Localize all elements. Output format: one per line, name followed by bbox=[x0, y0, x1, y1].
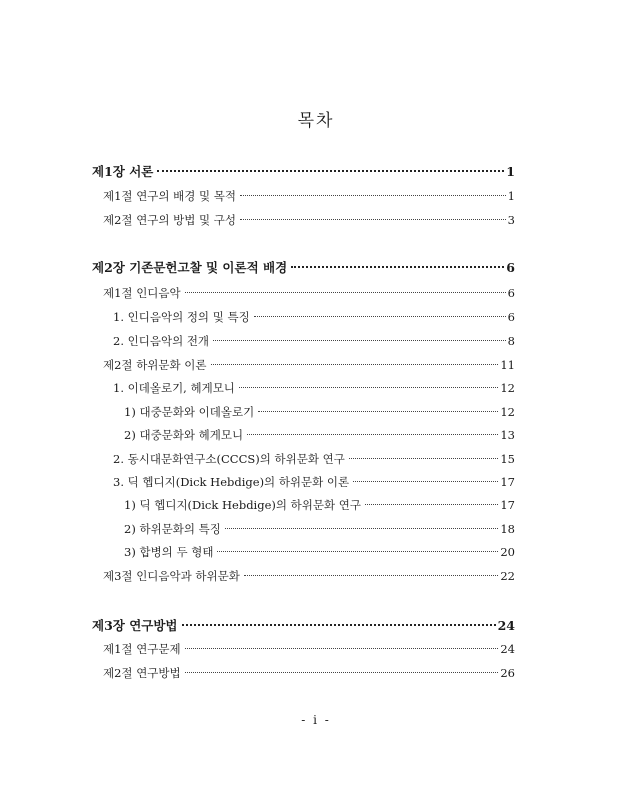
toc-entry-page: 15 bbox=[500, 452, 515, 466]
toc-leader-dots bbox=[182, 624, 496, 626]
toc-leader-dots bbox=[211, 364, 499, 365]
toc-entry-label: 제2장 기존문헌고찰 및 이론적 배경 bbox=[92, 260, 288, 275]
toc-leader-dots bbox=[185, 292, 506, 293]
toc-entry bbox=[124, 426, 515, 444]
toc-entry-label: 제1절 인디음악 bbox=[103, 286, 181, 300]
toc-entry bbox=[103, 187, 515, 205]
toc-leader-dots bbox=[157, 170, 504, 172]
toc-leader-dots bbox=[185, 648, 499, 649]
toc-entry bbox=[103, 664, 515, 682]
toc-entry-label: 1) 대중문화와 이데올로기 bbox=[124, 405, 255, 419]
toc-entry bbox=[113, 450, 515, 468]
toc-entry-label: 2. 인디음악의 전개 bbox=[113, 334, 210, 348]
toc-entry bbox=[103, 356, 515, 374]
toc-leader-dots bbox=[225, 528, 498, 529]
toc-entry-page: 3 bbox=[507, 213, 515, 227]
toc-entry-label: 제2절 연구방법 bbox=[103, 666, 181, 680]
toc-leader-dots bbox=[213, 340, 506, 341]
toc-entry-page: 6 bbox=[507, 310, 515, 324]
toc-entry bbox=[92, 259, 515, 277]
toc-entry-label: 제3장 연구방법 bbox=[92, 618, 178, 633]
toc-entry-page: 11 bbox=[500, 358, 515, 372]
toc-entry bbox=[113, 473, 515, 491]
toc-entry-page: 24 bbox=[500, 642, 515, 656]
toc-entry bbox=[124, 520, 515, 538]
toc-entry bbox=[124, 403, 515, 421]
toc-leader-dots bbox=[254, 316, 506, 317]
toc-entry-label: 제1장 서론 bbox=[92, 164, 154, 179]
toc-entry-page: 1 bbox=[506, 164, 515, 179]
toc-entry bbox=[92, 163, 515, 181]
toc-entry-page: 12 bbox=[500, 381, 515, 395]
toc-leader-dots bbox=[240, 195, 506, 196]
toc-entry bbox=[113, 379, 515, 397]
toc-leader-dots bbox=[365, 504, 498, 505]
toc-leader-dots bbox=[291, 266, 504, 268]
toc-entry-label: 제2절 하위문화 이론 bbox=[103, 358, 207, 372]
toc-entry-page: 17 bbox=[500, 475, 515, 489]
toc-entry-label: 1. 이데올로기, 헤게모니 bbox=[113, 381, 235, 395]
toc-entry-label: 2) 대중문화와 헤게모니 bbox=[124, 428, 244, 442]
toc-entry-label: 1. 인디음악의 정의 및 특징 bbox=[113, 310, 250, 324]
toc-entry-page: 18 bbox=[500, 522, 515, 536]
toc-entry-page: 24 bbox=[497, 618, 515, 633]
toc-entry bbox=[113, 332, 515, 350]
toc-entry-label: 제1절 연구문제 bbox=[103, 642, 181, 656]
toc-entry-label: 제2절 연구의 방법 및 구성 bbox=[103, 213, 237, 227]
toc-entry-page: 1 bbox=[507, 189, 515, 203]
toc-entry bbox=[103, 567, 515, 585]
toc-entry-label: 1) 딕 헵디지(Dick Hebdige)의 하위문화 연구 bbox=[124, 498, 361, 512]
toc-entry-page: 6 bbox=[507, 286, 515, 300]
toc-entry-page: 6 bbox=[506, 260, 515, 275]
toc-entry-label: 제1절 연구의 배경 및 목적 bbox=[103, 189, 237, 203]
toc-entry-page: 17 bbox=[500, 498, 515, 512]
toc-entry-page: 20 bbox=[500, 545, 515, 559]
toc-entry bbox=[113, 308, 515, 326]
toc-entry-label: 2. 동시대문화연구소(CCCS)의 하위문화 연구 bbox=[113, 452, 345, 466]
toc-leader-dots bbox=[349, 458, 499, 459]
toc-entry-label: 제3절 인디음악과 하위문화 bbox=[103, 569, 240, 583]
toc-entry bbox=[124, 543, 515, 561]
page-number-footer: - i - bbox=[301, 713, 331, 727]
toc-leader-dots bbox=[258, 411, 498, 412]
toc-entry bbox=[103, 284, 515, 302]
toc-leader-dots bbox=[353, 481, 498, 482]
toc-entry-page: 13 bbox=[500, 428, 515, 442]
toc-title: 목차 bbox=[297, 111, 335, 131]
toc-leader-dots bbox=[239, 387, 498, 388]
toc-leader-dots bbox=[247, 434, 498, 435]
toc-leader-dots bbox=[240, 219, 506, 220]
toc-entry bbox=[124, 496, 515, 514]
toc-entry-page: 8 bbox=[507, 334, 515, 348]
toc-entry bbox=[103, 640, 515, 658]
toc-entry-label: 2) 하위문화의 특징 bbox=[124, 522, 221, 536]
toc-entry-page: 26 bbox=[500, 666, 515, 680]
toc-leader-dots bbox=[217, 551, 498, 552]
toc-entry bbox=[92, 617, 515, 635]
toc-entry-page: 22 bbox=[500, 569, 515, 583]
toc-leader-dots bbox=[185, 672, 499, 673]
toc-entry bbox=[103, 211, 515, 229]
toc-entry-page: 12 bbox=[500, 405, 515, 419]
toc-leader-dots bbox=[244, 575, 499, 576]
toc-entry-label: 3. 딕 헵디지(Dick Hebdige)의 하위문화 이론 bbox=[113, 475, 350, 489]
toc-entry-label: 3) 합병의 두 형태 bbox=[124, 545, 214, 559]
